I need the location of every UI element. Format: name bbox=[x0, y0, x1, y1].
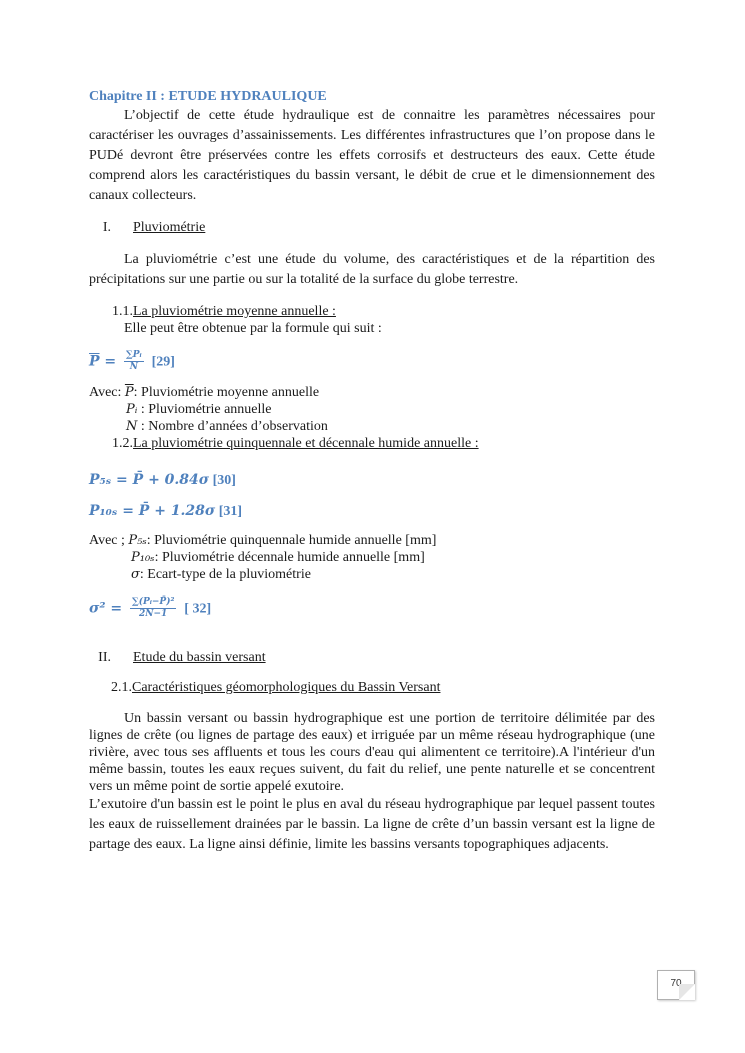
legend-2-item-3: : Ecart-type de la pluviométrie bbox=[139, 567, 311, 582]
formula-32-numerator: ∑(Pᵢ−P̄)² bbox=[131, 597, 175, 607]
formula-30 bbox=[89, 470, 655, 491]
legend-1 bbox=[89, 384, 655, 435]
sub-1-1-heading bbox=[89, 303, 655, 320]
legend-2-sym-2: P₁₀ₛ bbox=[131, 550, 155, 565]
page-curl-icon bbox=[679, 984, 695, 1000]
legend-1-sym-1: $\overline{P}$ bbox=[124, 385, 134, 400]
section-2-number: II. bbox=[98, 650, 111, 665]
formula-30-rhs: = P̄ + 0.84σ bbox=[111, 472, 210, 488]
formula-31-rhs: = P̄ + 1.28σ bbox=[117, 503, 216, 519]
formula-31-ref: [31] bbox=[215, 504, 243, 519]
formula-29-fraction bbox=[124, 350, 144, 373]
section-2-title: Etude du bassin versant bbox=[133, 650, 266, 665]
sub-1-1-line: Elle peut être obtenue par la formule qui suit : bbox=[124, 321, 382, 336]
sub-1-1-number: 1.1. bbox=[112, 304, 133, 319]
formula-29-eq: = bbox=[104, 353, 117, 370]
sub-1-1-title: La pluviométrie moyenne annuelle : bbox=[133, 304, 336, 319]
formula-29-denominator: N bbox=[129, 362, 138, 372]
chapter-title: Chapitre II : ETUDE HYDRAULIQUE bbox=[89, 89, 327, 104]
legend-2 bbox=[89, 532, 655, 583]
sub-1-2-heading bbox=[89, 435, 655, 452]
legend-2-item-1: : Pluviométrie quinquennale humide annuelle [mm] bbox=[146, 533, 437, 548]
page-number: 70 bbox=[670, 978, 682, 989]
formula-32-fraction bbox=[130, 597, 176, 620]
sub-1-2-number: 1.2. bbox=[112, 436, 133, 451]
formula-29 bbox=[89, 350, 655, 376]
formula-32-lhs: σ² = bbox=[89, 600, 123, 617]
formula-29-lhs: $\overline{P}$ bbox=[89, 353, 100, 370]
formula-32-denominator: 2N−1 bbox=[139, 609, 168, 619]
legend-1-item-2: : Pluviométrie annuelle bbox=[137, 402, 272, 417]
intro-paragraph: L’objectif de cette étude hydraulique est de connaitre les paramètres nécessaires pour caractériser les ouvrages d’assainissements. Les différentes infrastructures que l’on propose dans le PUDé devront être préservées contre les effets corrosifs et destructeurs des eaux. Cette étude comprend alors les caractéristiques du bassin versant, le débit de crue et le dimensionnement des canaux collecteurs. bbox=[89, 108, 655, 203]
sub-1-2-title: La pluviométrie quinquennale et décennale humide annuelle : bbox=[133, 436, 479, 451]
legend-1-sym-2: Pᵢ bbox=[126, 402, 138, 417]
legend-2-sym-3: σ bbox=[131, 567, 140, 582]
legend-2-prefix: Avec ; bbox=[89, 533, 129, 548]
page-content bbox=[89, 88, 655, 855]
formula-29-ref: [29] bbox=[151, 354, 175, 370]
sub-2-1-number: 2.1. bbox=[111, 680, 132, 695]
legend-2-item-2: : Pluviométrie décennale humide annuelle [mm] bbox=[154, 550, 425, 565]
formula-30-ref: [30] bbox=[209, 473, 236, 488]
legend-1-sym-3: N bbox=[126, 419, 138, 434]
bassin-paragraph-1: Un bassin versant ou bassin hydrographique est une portion de territoire délimitée par des lignes de crête (ou lignes de partage des eaux) et irriguée par un même réseau hydrographique (une rivière, avec tous ses affluents et tous les cours d'eau qui alimentent ce territoire).A l'intérieur d'un même bassin, toutes les eaux reçues suivent, du fait du relief, une pente naturelle et se concentrent vers un même point de sortie appelé exutoire. bbox=[89, 711, 655, 794]
formula-32-ref: [ 32] bbox=[184, 601, 212, 617]
section-2-heading bbox=[89, 649, 655, 667]
section-1-paragraph: La pluviométrie c’est une étude du volume, des caractéristiques et de la répartition des précipitations sur une partie ou sur la totalité de la surface du globe terrestre. bbox=[89, 252, 655, 287]
legend-1-item-1: : Pluviométrie moyenne annuelle bbox=[133, 385, 320, 400]
section-1-heading bbox=[89, 219, 655, 237]
formula-30-lhs: P₅ₛ bbox=[89, 472, 112, 488]
formula-32 bbox=[89, 597, 655, 627]
bassin-paragraph-2: L’exutoire d'un bassin est le point le plus en aval du réseau hydrographique par lequel passent toutes les eaux de ruissellement drainées par le bassin. La ligne de crête d’un bassin versant est la ligne de partage des eaux. La ligne ainsi définie, limite les bassins versants topographiques adjacents. bbox=[89, 797, 655, 852]
legend-1-item-3: : Nombre d’années d’observation bbox=[137, 419, 328, 434]
formula-31 bbox=[89, 501, 655, 522]
legend-2-sym-1: P₅ₛ bbox=[128, 533, 147, 548]
formula-29-numerator: ∑Pᵢ bbox=[126, 350, 142, 360]
sub-2-1-title: Caractéristiques géomorphologiques du Bassin Versant bbox=[132, 680, 441, 695]
page-number-box bbox=[657, 970, 695, 1000]
sub-2-1-heading bbox=[89, 679, 655, 696]
legend-1-prefix: Avec: bbox=[89, 385, 125, 400]
section-1-number: I. bbox=[102, 220, 111, 235]
formula-31-lhs: P₁₀ₛ bbox=[89, 503, 118, 519]
section-1-title: Pluviométrie bbox=[133, 220, 206, 235]
